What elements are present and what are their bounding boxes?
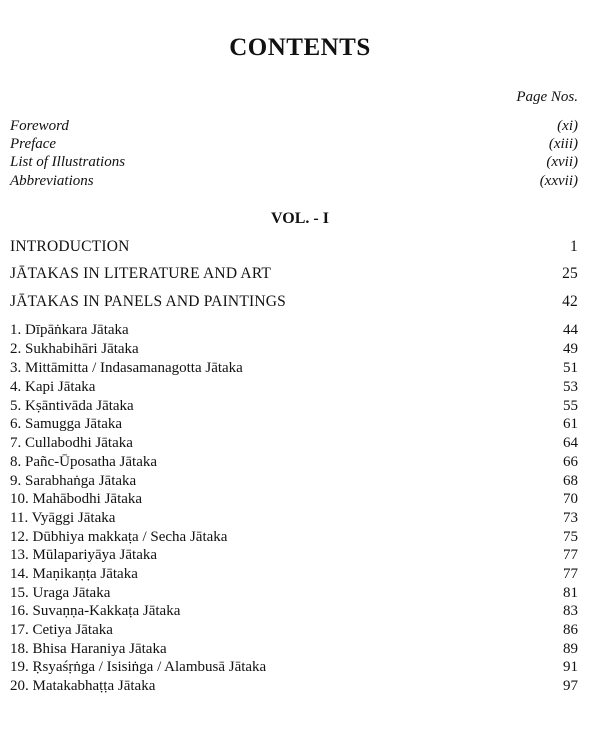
toc-front-row [10,118,578,136]
toc-front-row [10,173,578,191]
toc-entry-page: 66 [563,454,578,470]
toc-entry-row [10,435,578,453]
toc-entry-label: 11. Vyāggi Jātaka [10,510,116,526]
toc-front-page: (xiii) [548,136,578,152]
toc-entry-row [10,529,578,547]
toc-entry-row [10,416,578,434]
toc-front-page: (xxvii) [539,173,578,189]
toc-entry-page: 73 [563,510,578,526]
page-nos-header: Page Nos. [516,89,578,105]
toc-entry-page: 89 [563,641,578,657]
toc-entry-label: 16. Suvaṇṇa-Kakkaṭa Jātaka [10,603,181,619]
volume-heading: VOL. - I [271,210,329,227]
toc-section-label: JĀTAKAS IN PANELS AND PAINTINGS [10,293,286,310]
toc-front-label: Foreword [10,118,69,134]
toc-section-label: INTRODUCTION [10,238,130,255]
toc-entry-page: 77 [563,547,578,563]
toc-entry-page: 55 [563,398,578,414]
toc-entry-page: 64 [563,435,578,451]
toc-entry-label: 10. Mahābodhi Jātaka [10,491,143,507]
toc-entry-page: 53 [563,379,578,395]
toc-entry-row [10,622,578,640]
toc-entry-label: 1. Dīpāṅkara Jātaka [10,322,129,338]
toc-entry-page: 70 [563,491,578,507]
toc-section-row [10,238,578,256]
toc-front-page: (xvii) [546,154,578,170]
page-title: CONTENTS [229,34,371,61]
toc-entry-label: 4. Kapi Jātaka [10,379,96,395]
toc-entry-label: 7. Cullabodhi Jātaka [10,435,133,451]
toc-entry-row [10,547,578,565]
toc-entry-row [10,341,578,359]
toc-section-page: 25 [562,265,578,282]
toc-section-label: JĀTAKAS IN LITERATURE AND ART [10,265,272,282]
toc-front-page: (xi) [557,118,578,134]
toc-entry-label: 18. Bhisa Haraniya Jātaka [10,641,167,657]
toc-entry-row [10,322,578,340]
toc-entry-page: 75 [563,529,578,545]
toc-front-row [10,154,578,172]
toc-entry-label: 12. Dūbhiya makkaṭa / Secha Jātaka [10,529,228,545]
toc-entry-page: 86 [563,622,578,638]
toc-entry-row [10,510,578,528]
toc-entry-label: 14. Maṇikaṇṭa Jātaka [10,566,138,582]
toc-entry-label: 13. Mūlapariyāya Jātaka [10,547,158,563]
toc-entry-label: 2. Sukhabihāri Jātaka [10,341,139,357]
toc-entry-label: 20. Matakabhaṭṭa Jātaka [10,678,156,694]
toc-entry-row [10,566,578,584]
toc-entry-row [10,678,578,696]
toc-front-row [10,136,578,154]
toc-entry-label: 8. Pañc-Ūposatha Jātaka [10,454,158,470]
toc-entry-row [10,603,578,621]
toc-entry-page: 77 [563,566,578,582]
toc-entry-row [10,398,578,416]
toc-front-label: List of Illustrations [10,154,126,170]
toc-entry-row [10,659,578,677]
toc-entry-page: 81 [563,585,578,601]
toc-front-label: Preface [10,136,57,152]
toc-section-row [10,265,578,283]
toc-entry-row [10,641,578,659]
toc-entry-page: 44 [563,322,578,338]
toc-entry-row [10,379,578,397]
toc-entry-label: 9. Sarabhaṅga Jātaka [10,473,137,489]
toc-entry-label: 17. Cetiya Jātaka [10,622,113,638]
toc-entry-row [10,473,578,491]
toc-section-row [10,293,578,311]
toc-front-label: Abbreviations [10,173,94,189]
toc-entry-page: 83 [563,603,578,619]
toc-entry-label: 6. Samugga Jātaka [10,416,123,432]
toc-entry-row [10,454,578,472]
toc-entry-page: 49 [563,341,578,357]
toc-section-page: 1 [570,238,578,255]
toc-entry-page: 68 [563,473,578,489]
toc-entry-label: 15. Uraga Jātaka [10,585,111,601]
toc-entry-label: 5. Kṣāntivāda Jātaka [10,398,134,414]
toc-entry-row [10,585,578,603]
toc-entry-page: 97 [563,678,578,694]
toc-entry-label: 3. Mittāmitta / Indasamanagotta Jātaka [10,360,243,376]
toc-entry-page: 51 [563,360,578,376]
toc-entry-page: 61 [563,416,578,432]
toc-entry-row [10,360,578,378]
toc-entry-label: 19. Ṛsyaśṛṅga / Isisiṅga / Alambusā Jātaka [10,659,267,675]
toc-section-page: 42 [562,293,578,310]
toc-entry-page: 91 [563,659,578,675]
toc-entry-row [10,491,578,509]
